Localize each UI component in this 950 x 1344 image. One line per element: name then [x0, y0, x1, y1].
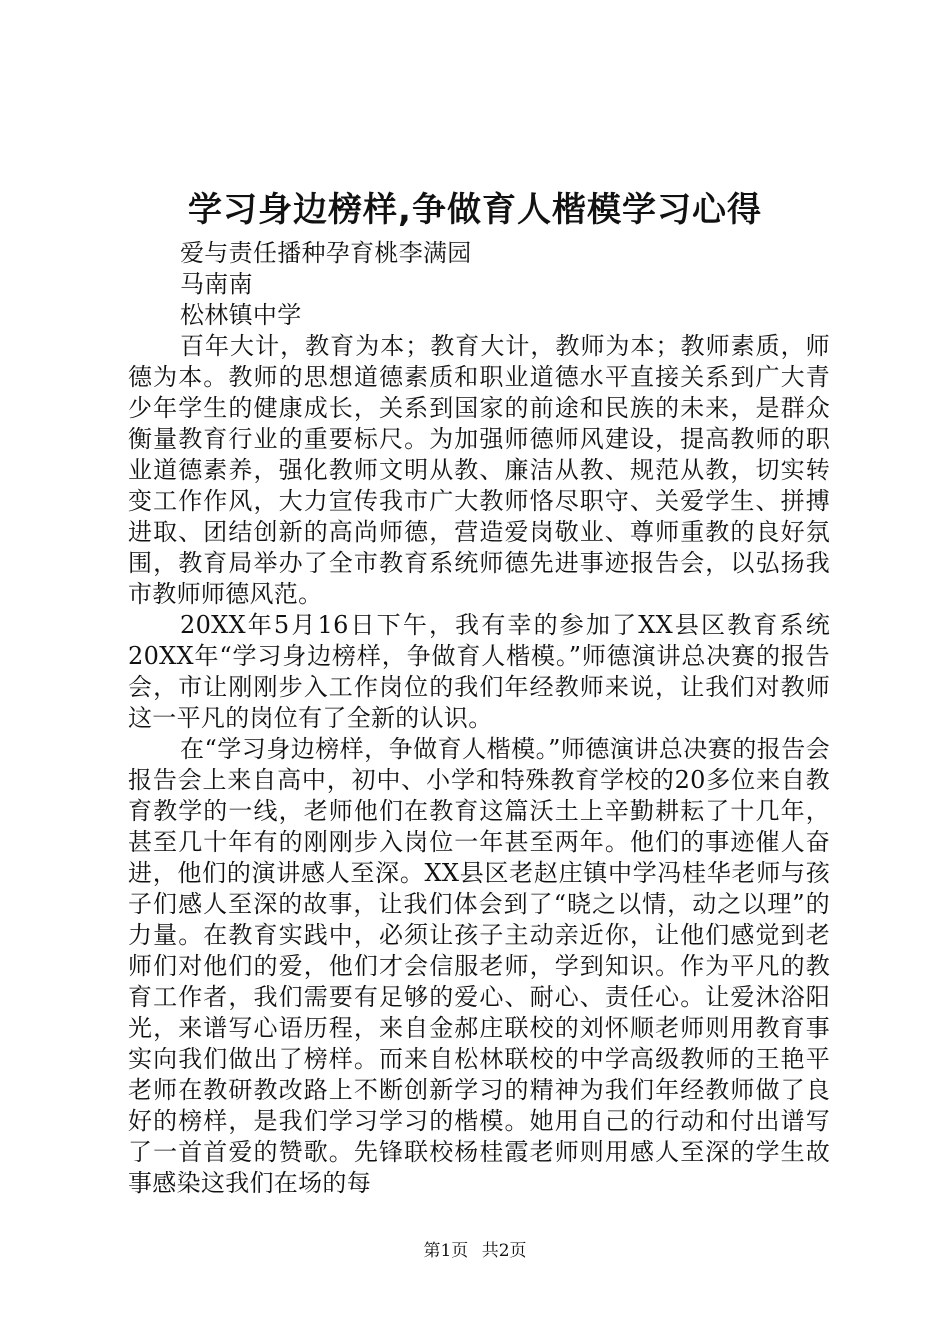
page-total: 共2页: [481, 1241, 527, 1261]
paragraph: 在“学习身边榜样，争做育人楷模。”师德演讲总决赛的报告会报告会上来自高中，初中、小学和特殊教育学校的20多位来自教育教学的一线，老师他们在教育这篇沃土上辛勤耕耘了十几年，甚至几十年有的刚刚步入岗位一年甚至两年。他们的事迹催人奋进，他们的演讲感人至深。XX县区老赵庄镇中学冯桂华老师与孩子们感人至深的故事，让我们体会到了“晓之以情，动之以理”的力量。在教育实践中，必须让孩子主动亲近你，让他们感觉到老师们对他们的爱，他们才会信服老师，学到知识。作为平凡的教育工作者，我们需要有足够的爱心、耐心、责任心。让爱沐浴阳光，来谱写心语历程，来自金郝庄联校的刘怀顺老师则用教育事实向我们做出了榜样。而来自松林联校的中学高级教师的王艳平老师在教研教改路上不断创新学习的精神为我们年经教师做了良好的榜样，是我们学习学习的楷模。她用自己的行动和付出谱写了一首首爱的赞歌。先锋联校杨桂霞老师则用感人至深的学生故事感染这我们在场的每: [128, 735, 830, 1197]
paragraph: 百年大计，教育为本；教育大计，教师为本；教师素质，师德为本。教师的思想道德素质和职业道德水平直接关系到广大青少年学生的健康成长，关系到国家的前途和民族的未来，是群众衡量教育行业的重要标尺。为加强师德师风建设，提高教师的职业道德素养，强化教师文明从教、廉洁从教、规范从教，切实转变工作作风，大力宣传我市广大教师恪尽职守、关爱学生、拼搏进取、团结创新的高尚师德，营造爱岗敬业、尊师重教的良好氛围，教育局举办了全市教育系统师德先进事迹报告会，以弘扬我市教师师德风范。: [128, 332, 830, 608]
page-footer: [0, 1240, 950, 1262]
document-title: 学习身边榜样,争做育人楷模学习心得: [188, 190, 762, 230]
author-school: 松林镇中学: [180, 301, 302, 329]
author-name: 马南南: [180, 270, 253, 298]
subtitle-line: 爱与责任播种孕育桃李满园: [180, 239, 472, 267]
page-number: 第1页: [423, 1241, 469, 1261]
document-body: [128, 238, 830, 1199]
paragraph: 20XX年5月16日下午，我有幸的参加了XX县区教育系统20XX年“学习身边榜样，争做育人楷模。”师德演讲总决赛的报告会，市让刚刚步入工作岗位的我们年经教师来说，让我们对教师这一平凡的岗位有了全新的认识。: [128, 611, 830, 732]
